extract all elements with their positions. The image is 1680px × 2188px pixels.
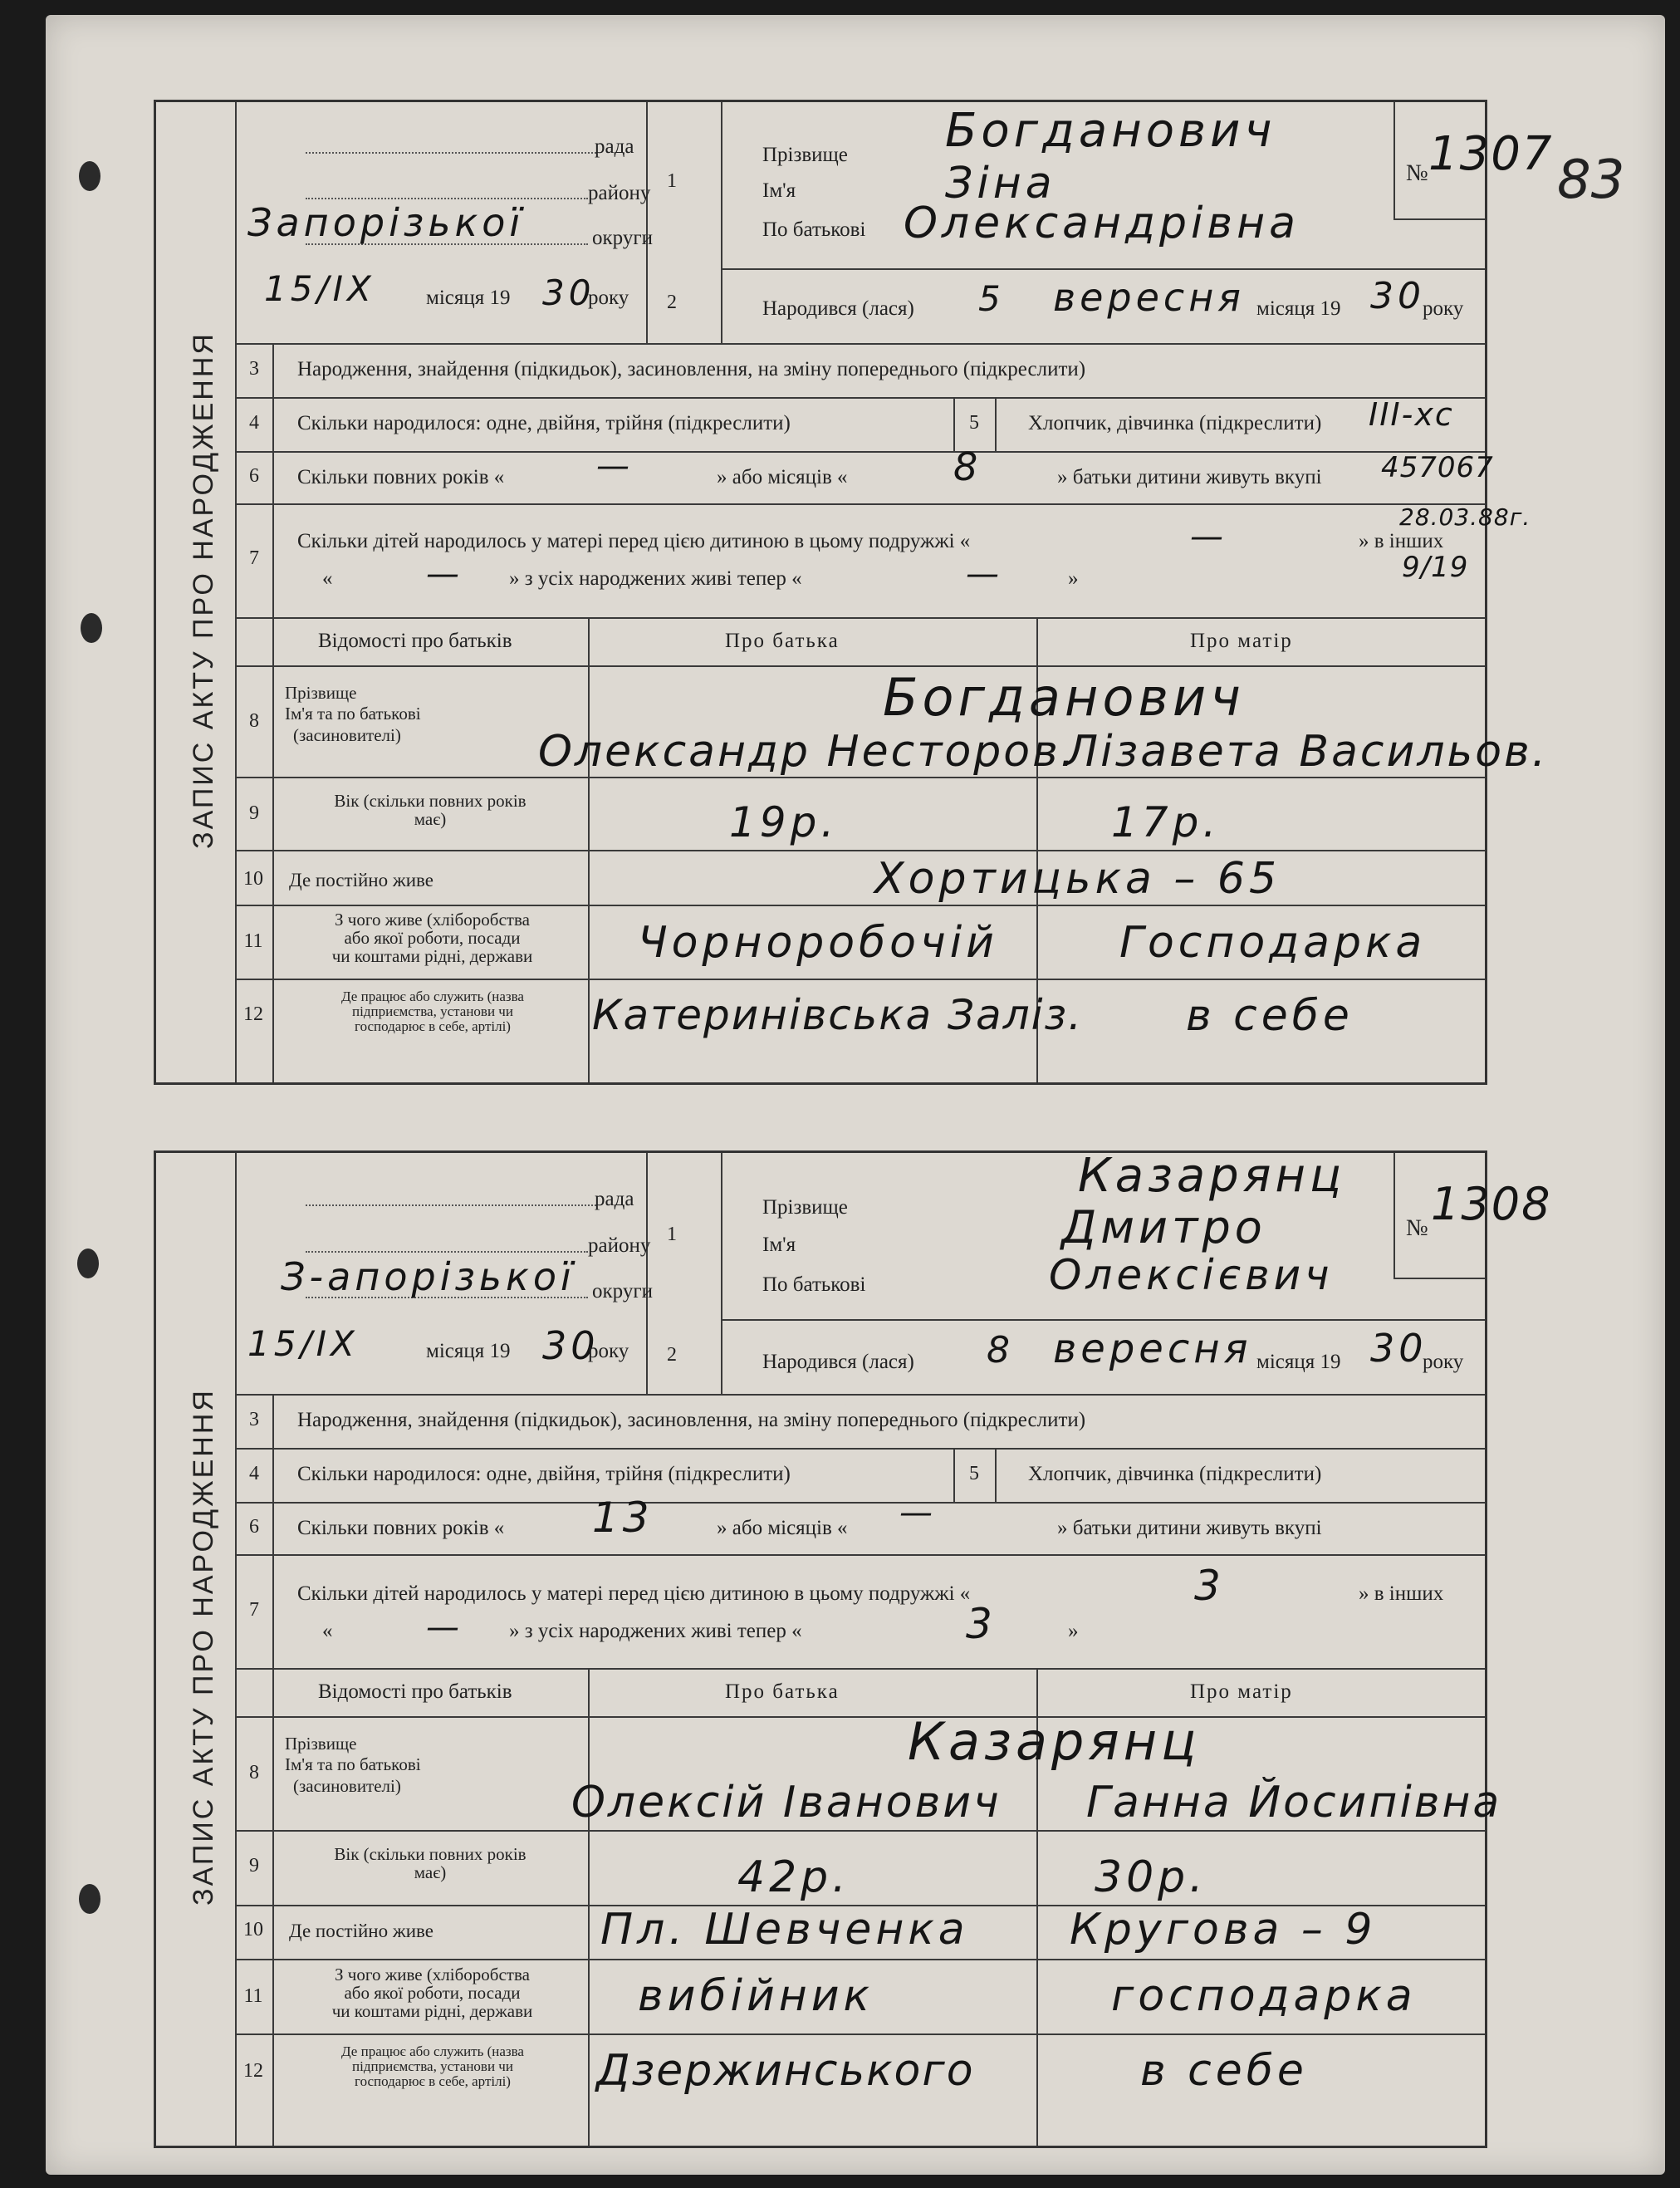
record-number: 1308: [1431, 1178, 1552, 1230]
birth-year: 30: [1370, 1326, 1428, 1371]
birth-record-2: [154, 1149, 1552, 2148]
row-number: 12: [243, 1003, 263, 1025]
archive-sheet-number: 83: [1557, 150, 1625, 211]
born-label: Народився (лася): [762, 297, 914, 320]
row-number: 10: [243, 1919, 263, 1940]
father-livelihood: Чорноробочій: [638, 918, 998, 968]
other-marriages-label: » в інших: [1359, 530, 1444, 552]
gender-question: Хлопчик, дівчинка (підкреслити): [1028, 412, 1322, 434]
row-number: 3: [249, 1409, 259, 1430]
parents-header: Відомості про батьків: [318, 630, 512, 652]
months-question: » або місяців «: [717, 1517, 848, 1539]
mother-fullname: Лізавета Васильов.: [1065, 727, 1549, 777]
rada-label: рада: [595, 135, 634, 158]
age-field-label: Вік (скільки повних років має): [334, 1844, 527, 1883]
archive-date-note: 28.03.88г.: [1399, 503, 1531, 531]
month-label: місяця 19: [1256, 297, 1341, 320]
mother-residence: Кругова – 9: [1070, 1905, 1377, 1955]
birth-record-1: [154, 100, 1554, 1085]
surname-label: Прізвище: [762, 1196, 848, 1219]
months-question: » або місяців «: [717, 466, 848, 488]
name-label: Ім'я: [762, 179, 796, 202]
row-number: 7: [249, 1599, 259, 1621]
child-patronymic: Олексієвич: [1049, 1251, 1334, 1299]
row-number: 11: [243, 930, 263, 952]
archive-note: 457067: [1381, 451, 1494, 484]
father-fullname: Олександр Несторов.: [538, 727, 1077, 777]
month-label: місяця 19: [426, 1340, 511, 1362]
birth-month: вересня: [1053, 1326, 1252, 1372]
record-date: 15/IX: [264, 268, 375, 309]
fullname-field-label: Ім'я та по батькові (засиновителі): [285, 704, 421, 746]
row-number: 7: [249, 547, 259, 569]
residence-field-label: Де постійно живе: [289, 870, 433, 890]
children-alive-value: 3: [966, 1600, 997, 1648]
years-question: Скільки повних років «: [297, 1517, 505, 1539]
together-question: » батьки дитини живуть вкупі: [1057, 1517, 1322, 1539]
row-number: 8: [249, 710, 259, 732]
raion-label: району: [588, 182, 651, 204]
mother-workplace: в себе: [1186, 991, 1354, 1041]
mother-age: 17р.: [1111, 798, 1221, 846]
number-label: №: [1406, 160, 1428, 186]
parents-surname: Казарянц: [908, 1711, 1201, 1772]
father-fullname: Олексій Іванович: [571, 1778, 1002, 1827]
record-year: 30: [542, 272, 595, 313]
alive-question: » з усіх народжених живі тепер «: [509, 567, 802, 590]
month-label: місяця 19: [426, 287, 511, 309]
children-current-value: —: [1190, 518, 1227, 556]
years-question: Скільки повних років «: [297, 466, 505, 488]
birth-day: 8: [987, 1329, 1014, 1371]
surname-label: Прізвище: [762, 144, 848, 166]
age-field-label: Вік (скільки повних років має): [334, 791, 527, 830]
sheet-vertical-title: ЗАПИС АКТУ ПРО НАРОДЖЕННЯ: [187, 1388, 219, 1906]
quote-mark: »: [1068, 567, 1079, 590]
binder-hole: [77, 1249, 99, 1278]
mother-header: Про матір: [1190, 630, 1293, 652]
row-number: 2: [667, 1344, 677, 1366]
row-number: 5: [969, 1463, 979, 1484]
mother-age: 30р.: [1095, 1852, 1207, 1902]
raion-label: району: [588, 1234, 651, 1257]
father-workplace: Катеринівська Заліз.: [592, 991, 1084, 1039]
row-number: 11: [243, 1985, 263, 2007]
row-number: 3: [249, 358, 259, 380]
rada-label: рада: [595, 1188, 634, 1210]
okruga-value: З-апорізької: [281, 1254, 576, 1299]
row-number: 1: [667, 170, 677, 192]
month-label: місяця 19: [1256, 1351, 1341, 1373]
patronymic-label: По батькові: [762, 218, 866, 241]
row-number: 6: [249, 465, 259, 487]
workplace-field-label: Де працює або служить (назва підприємства, установи чи господарює в себе, артілі): [341, 989, 524, 1034]
year-label: року: [588, 287, 629, 309]
number-label: №: [1406, 1215, 1428, 1241]
child-patronymic: Олександрівна: [904, 199, 1300, 248]
livelihood-field-label: З чого живе (хліборобства або якої роботи, посади чи коштами рідні, держави: [331, 1965, 533, 2022]
birth-day: 5: [978, 278, 1005, 319]
row-number: 9: [249, 1855, 259, 1876]
name-label: Ім'я: [762, 1234, 796, 1256]
quote-mark: «: [322, 1620, 333, 1642]
row-number: 9: [249, 802, 259, 824]
row-number: 6: [249, 1516, 259, 1538]
residence-field-label: Де постійно живе: [289, 1921, 433, 1941]
multiplicity-question: Скільки народилося: одне, двійня, трійня (підкреслити): [297, 1463, 791, 1485]
row-number: 4: [249, 412, 259, 434]
months-value: —: [899, 1494, 937, 1532]
children-question: Скільки дітей народилось у матері перед цією дитиною в цьому подружжі «: [297, 1582, 971, 1605]
surname-field-label: Прізвище: [285, 1734, 357, 1754]
children-alive-value: —: [966, 555, 1003, 593]
sheet-vertical-title: ЗАПИС АКТУ ПРО НАРОДЖЕННЯ: [187, 331, 219, 849]
patronymic-label: По батькові: [762, 1273, 866, 1296]
children-total-value: —: [426, 555, 463, 593]
birth-year: 30: [1370, 275, 1425, 317]
gender-question: Хлопчик, дівчинка (підкреслити): [1028, 1463, 1322, 1485]
father-age: 42р.: [737, 1852, 850, 1902]
other-marriages-label: » в інших: [1359, 1582, 1444, 1605]
alive-question: » з усіх народжених живі тепер «: [509, 1620, 802, 1642]
children-question: Скільки дітей народилось у матері перед цією дитиною в цьому подружжі «: [297, 530, 971, 552]
child-surname: Богданович: [945, 104, 1276, 158]
row-number: 2: [667, 292, 677, 313]
years-value: 13: [592, 1494, 654, 1542]
binder-hole: [81, 613, 102, 643]
mother-workplace: в себе: [1140, 2046, 1308, 2096]
father-age: 19р.: [729, 798, 839, 846]
birth-type-question: Народження, знайдення (підкидьок), засиновлення, на зміну попереднього (підкреслити): [297, 358, 1086, 380]
row-number: 4: [249, 1463, 259, 1484]
mother-header: Про матір: [1190, 1680, 1293, 1703]
residence: Хортицька – 65: [874, 854, 1281, 904]
father-header: Про батька: [725, 630, 840, 652]
row-number: 1: [667, 1224, 677, 1245]
father-header: Про батька: [725, 1680, 840, 1703]
child-name: Дмитро: [1061, 1201, 1266, 1253]
okruga-label: округи: [592, 227, 653, 249]
parents-header: Відомості про батьків: [318, 1680, 512, 1703]
row-number: 5: [969, 412, 979, 434]
quote-mark: »: [1068, 1620, 1079, 1642]
archive-mark: 9/19: [1402, 551, 1469, 584]
children-total-value: —: [426, 1608, 463, 1646]
quote-mark: «: [322, 567, 333, 590]
livelihood-field-label: З чого живе (хліборобства або якої роботи, посади чи коштами рідні, держави: [331, 910, 533, 967]
record-number: 1307: [1428, 127, 1554, 181]
born-label: Народився (лася): [762, 1351, 914, 1373]
year-label: року: [1423, 1351, 1464, 1373]
father-residence: Пл. Шевченка: [600, 1905, 969, 1955]
birth-month: вересня: [1053, 275, 1245, 320]
gender-mark: III-хс: [1369, 396, 1454, 433]
mother-fullname: Ганна Йосипівна: [1086, 1778, 1502, 1827]
binder-hole: [79, 161, 100, 191]
workplace-field-label: Де працює або служить (назва підприємства, установи чи господарює в себе, артілі): [341, 2043, 524, 2089]
father-workplace: Дзержинського: [596, 2046, 975, 2096]
parents-surname: Богданович: [883, 667, 1245, 728]
okruga-value: Запорізької: [247, 200, 525, 245]
binder-hole: [79, 1884, 100, 1914]
birth-type-question: Народження, знайдення (підкидьок), засиновлення, на зміну попереднього (підкреслити): [297, 1409, 1086, 1431]
record-year: 30: [542, 1323, 600, 1368]
row-number: 8: [249, 1762, 259, 1783]
mother-livelihood: господарка: [1111, 1971, 1417, 2021]
year-label: року: [588, 1340, 629, 1362]
year-label: року: [1423, 297, 1464, 320]
children-current-value: 3: [1194, 1562, 1225, 1610]
okruga-label: округи: [592, 1280, 653, 1302]
row-number: 10: [243, 868, 263, 890]
months-value: 8: [953, 444, 982, 489]
years-value: —: [596, 447, 634, 485]
surname-field-label: Прізвище: [285, 683, 357, 703]
record-date: 15/IX: [247, 1323, 359, 1364]
mother-livelihood: Господарка: [1119, 918, 1427, 968]
multiplicity-question: Скільки народилося: одне, двійня, трійня (підкреслити): [297, 412, 791, 434]
child-name: Зіна: [945, 159, 1056, 208]
child-surname: Казарянц: [1078, 1149, 1346, 1203]
father-livelihood: вибійник: [638, 1971, 874, 2021]
fullname-field-label: Ім'я та по батькові (засиновителі): [285, 1754, 421, 1797]
row-number: 12: [243, 2060, 263, 2082]
together-question: » батьки дитини живуть вкупі: [1057, 466, 1322, 488]
